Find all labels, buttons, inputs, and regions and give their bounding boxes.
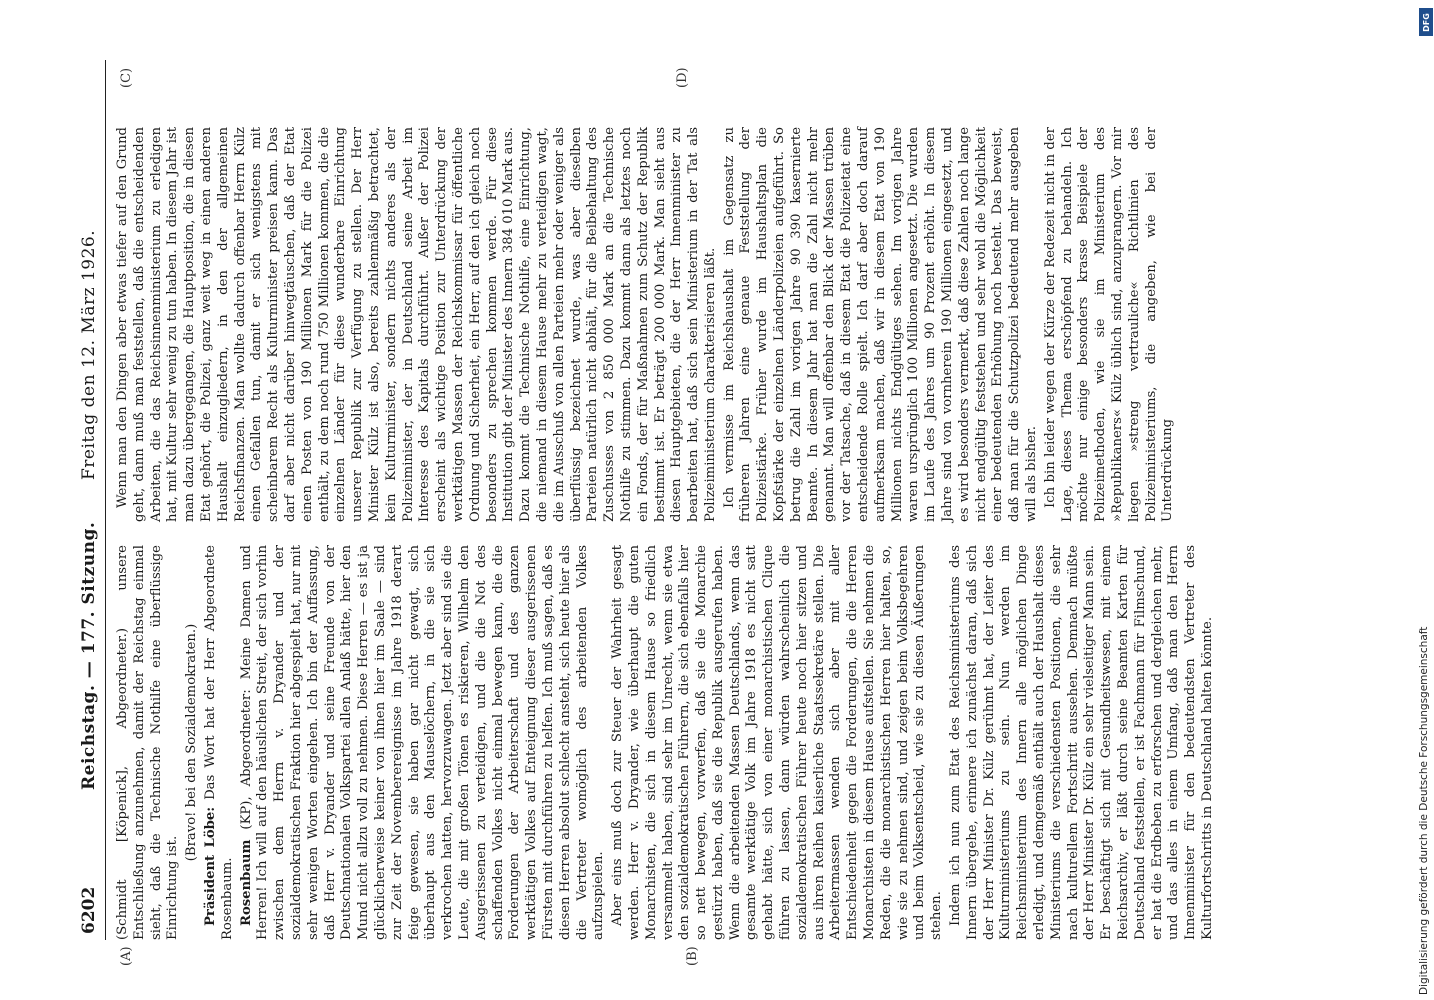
paragraph-text: Aber eins muß doch zur Steuer der Wahrheit gesagt werden. Herr v. Dryander, wie überhaupt die guten Monarchisten, die sich in diesem Hause so friedlich versammelt haben, sind sehr im Unrecht, wenn sie etwa den sozialdemokratischen Führern, die sich ebenfalls hier so nett bewegen, vorwerfen, daß sie die Monarchie gestürzt haben, daß sie die Republik ausgerufen haben. Wenn die arbeitenden Massen Deutschlands, wenn das gesamte werktätige Volk im Jahre 1918 es nicht satt gehabt hätte, sich von einer monarchistischen Clique führen zu lassen, dann würden wahrscheinlich die sozialdemokratischen Führer heute noch hier sitzen und aus ihren Reihen kaiserliche Staatssekretäre stellen. Die Arbeitermassen wenden sich aber mit aller Entschiedenheit gegen die Forderungen, die die Herren Monarchisten in diesem Hause aufstellen. Sie nehmen die Reden, die die monarchistischen Herren hier halten, so, wie sie zu nehmen sind, und zeigen beim Volksbegehren und beim Volksentscheid, wie sie zu diesen Äußerungen stehen.: [610, 545, 945, 940]
funding-stamp: Digitalisierung gefördert durch die Deutsche Forschungsgemeinschaft: [1418, 626, 1430, 995]
paragraph: [115, 127, 720, 522]
paragraph: [184, 545, 201, 940]
paragraph: [610, 545, 946, 940]
paragraph-text: (KP), Abgeordneter: Meine Damen und Herren! Ich will auf den häuslichen Streit, der sich vorhin zwischen dem Herrn v. Dryander und der sozialdemokratischen Fraktion hier abgespielt hat, nur mit sehr wenigen Worten eingehen. Ich bin der Auffassung, daß Herr v. Dryander und seine Freunde von der Deutschnationalen Volkspartei allen Anlaß hätte, hier den Mund nicht allzu voll zu nehmen. Diese Herren — es ist ja glücklicherweise keiner von ihnen hier im Saale — sind zur Zeit der Novemberereignisse im Jahre 1918 derart feige gewesen, sie haben gar nicht gewagt, sich überhaupt aus den Mauselöchern, in die sie sich verkrochen hatten, hervorzuwagen. Jetzt aber sind sie die Leute, die mit großen Tönen es riskieren, Wilhelm den Ausgerissenen zu verteidigen, und die die Not des schaffenden Volkes nicht einmal bewegen kann, die die Forderungen der Arbeiterschaft und des ganzen werktätigen Volkes auf Enteignung dieser ausgerissenen Fürsten mit durchführen zu helfen. Ich muß sagen, daß es diesen Herren absolut schlecht ansteht, sich heute hier als die Vertreter womöglich des arbeitenden Volkes aufzuspielen.: [238, 545, 607, 940]
paragraph: [115, 545, 182, 940]
paragraph-text: (Bravo! bei den Sozialdemokraten.): [184, 623, 200, 862]
left-text-column: [115, 545, 1219, 940]
margin-marker-d: (D): [675, 67, 690, 88]
paragraph: [948, 545, 1217, 940]
paragraph-text: Indem ich nun zum Etat des Reichsministeriums des Innern übergehe, erinnere ich zunächst daran, daß sich der Herr Minister Dr. Külz gerühmt hat, der Leiter des Kulturministeriums zu sein. Nun werden im Reichsministerium des Innern alle möglichen Dinge erledigt, und demgemäß enthält auch der Haushalt dieses Ministeriums die verschiedensten Positionen, die sehr nach kulturellem Fortschritt aussehen. Demnach müßte der Herr Minister Dr. Külz ein sehr vielseitiger Mann sein. Er beschäftigt sich mit Gesundheitswesen, mit einem Reichsarchiv, er läßt durch seine Beamten Karten für Deutschland feststellen, er ist Fachmann für Filmschund, er hat die Erdbeben zu erforschen und dergleichen mehr, und das alles in einem Umfang, daß man den Herrn Innenminister für den bedeutendsten Vertreter des Kulturfortschritts in Deutschland halten könnte.: [948, 545, 1215, 940]
paragraph: [203, 545, 237, 940]
paragraph-text: Ich bin leider wegen der Kürze der Redezeit nicht in der Lage, dieses Thema erschöpfend zu behandeln. Ich möchte nur einige besonders krasse Beispiele der Polizeimethoden, wie sie im Ministerium des »Republikaners« Külz üblich sind, anzuprangern. Vor mir liegen »streng vertrauliche« Richtlinien des Polizeiministeriums, die angeben, wie bei der Unterdrückung: [1042, 127, 1176, 522]
margin-marker-b: (B): [685, 946, 700, 966]
session-date: Freitag den 12. März 1926.: [79, 229, 99, 480]
dfg-logo: DFG: [1419, 8, 1433, 36]
paragraph: [1043, 127, 1177, 522]
rotated-document-page: [75, 60, 1325, 966]
right-text-column: [115, 127, 1179, 522]
speaker-name: Rosenbaum: [238, 839, 254, 926]
paragraph-text: Das Wort hat der Herr Abgeordnete Rosenbaum.: [202, 545, 235, 940]
paragraph: [722, 127, 1041, 522]
paragraph-text: Ich vermisse im Reichshaushalt im Gegensatz zu früheren Jahren eine genaue Feststellung der Polizeistärke. Früher wurde im Haushaltsplan die Kopfstärke der einzelnen Länderpolizeien aufgeführt. So betrug die Zahl im vorigen Jahre 90 390 kasernierte Beamte. In diesem Jahr hat man die Zahl nicht mehr genannt. Man will offenbar den Blick der Massen trüben vor der Tatsache, daß in diesem Etat die Polizeietat eine entscheidende Rolle spielt. Ich darf aber doch darauf aufmerksam machen, daß wir in diesem Etat von 190 Millionen nichts Endgültiges sehen. Im vorigen Jahre waren ursprünglich 100 Millionen angesetzt. Die wurden im Laufe des Jahres um 90 Prozent erhöht. In diesem Jahre sind von vornherein 190 Millionen eingesetzt, und es wird besonders vermerkt, daß diese Zahlen noch lange nicht endgültig feststehen und sehr wohl die Möglichkeit einer bedeutenden Erhöhung noch besteht. Das beweist, daß man für die Schutzpolizei bedeutend mehr ausgeben will als bisher.: [721, 127, 1040, 522]
paragraph: [239, 545, 609, 940]
margin-marker-a: (A): [119, 946, 134, 966]
session-title: Reichstag. — 177. Sitzung.: [79, 521, 99, 790]
paragraph-text: Wenn man den Dingen aber etwas tiefer auf den Grund geht, dann muß man feststellen, daß die entscheidenden Arbeiten, die das Reichsinnenministerium zu erledigen hat, mit Kultur sehr wenig zu tun haben. In diesem Jahr ist man dazu übergegangen, die Hauptposition, die in diesen Etat gehört, die Polizei, ganz weit weg in einen anderen Haushalt einzugliedern, in den der allgemeinen Reichsfinanzen. Man wollte dadurch offenbar Herrn Külz einen Gefallen tun, damit er sich wenigstens mit scheinbarem Recht als Kulturminister preisen kann. Das darf aber nicht darüber hinwegtäuschen, daß der Etat einen Posten von 190 Millionen Mark für die Polizei enthält, zu dem noch rund 750 Millionen kommen, die die einzelnen Länder für diese wunderbare Einrichtung unserer Republik zur Verfügung zu stellen. Der Herr Minister Külz ist also, bereits zahlenmäßig betrachtet, kein Kulturminister, sondern nichts anderes als der Polizeiminister, der in Deutschland seine Arbeit im Interesse des Kapitals durchführt. Außer der Polizei erscheint als wichtige Position zur Unterdrückung der werktätigen Massen der Reichskommissar für öffentliche Ordnung und Sicherheit, ein Herr, auf den ich gleich noch besonders zu sprechen kommen werde. Für diese Institution gibt der Minister des Innern 384 010 Mark aus. Dazu kommt die Technische Nothilfe, eine Einrichtung, die niemand in diesem Hause mehr zu verteidigen wagt, die im Ausschuß von allen Parteien mehr oder weniger als überflüssig bezeichnet wurde, was aber dieselben Parteien natürlich nicht abhält, für die Beibehaltung des Zuschusses von 2 850 000 Mark an die Technische Nothilfe zu stimmen. Dazu kommt dann als letztes noch ein Fonds, der für Maßnahmen zum Schutz der Republik bestimmt ist. Er beträgt 200 000 Mark. Man sieht aus diesen Hauptgebieten, die der Herr Innenminister zu bearbeiten hat, daß sich sein Ministerium in der Tat als Polizeiministerium charakterisieren läßt.: [115, 127, 718, 522]
speaker-name: Präsident Löbe:: [202, 806, 218, 926]
page-number: 6202: [79, 886, 99, 934]
margin-marker-c: (C): [119, 67, 134, 88]
running-header: [75, 60, 106, 940]
paragraph-text: (Schmidt [Köpenick], Abgeordneter.) unsere Entschließung anzunehmen, damit der Reichstag einmal sieht, daß die Technische Nothilfe eine überflüssige Einrichtung ist.: [115, 545, 181, 940]
